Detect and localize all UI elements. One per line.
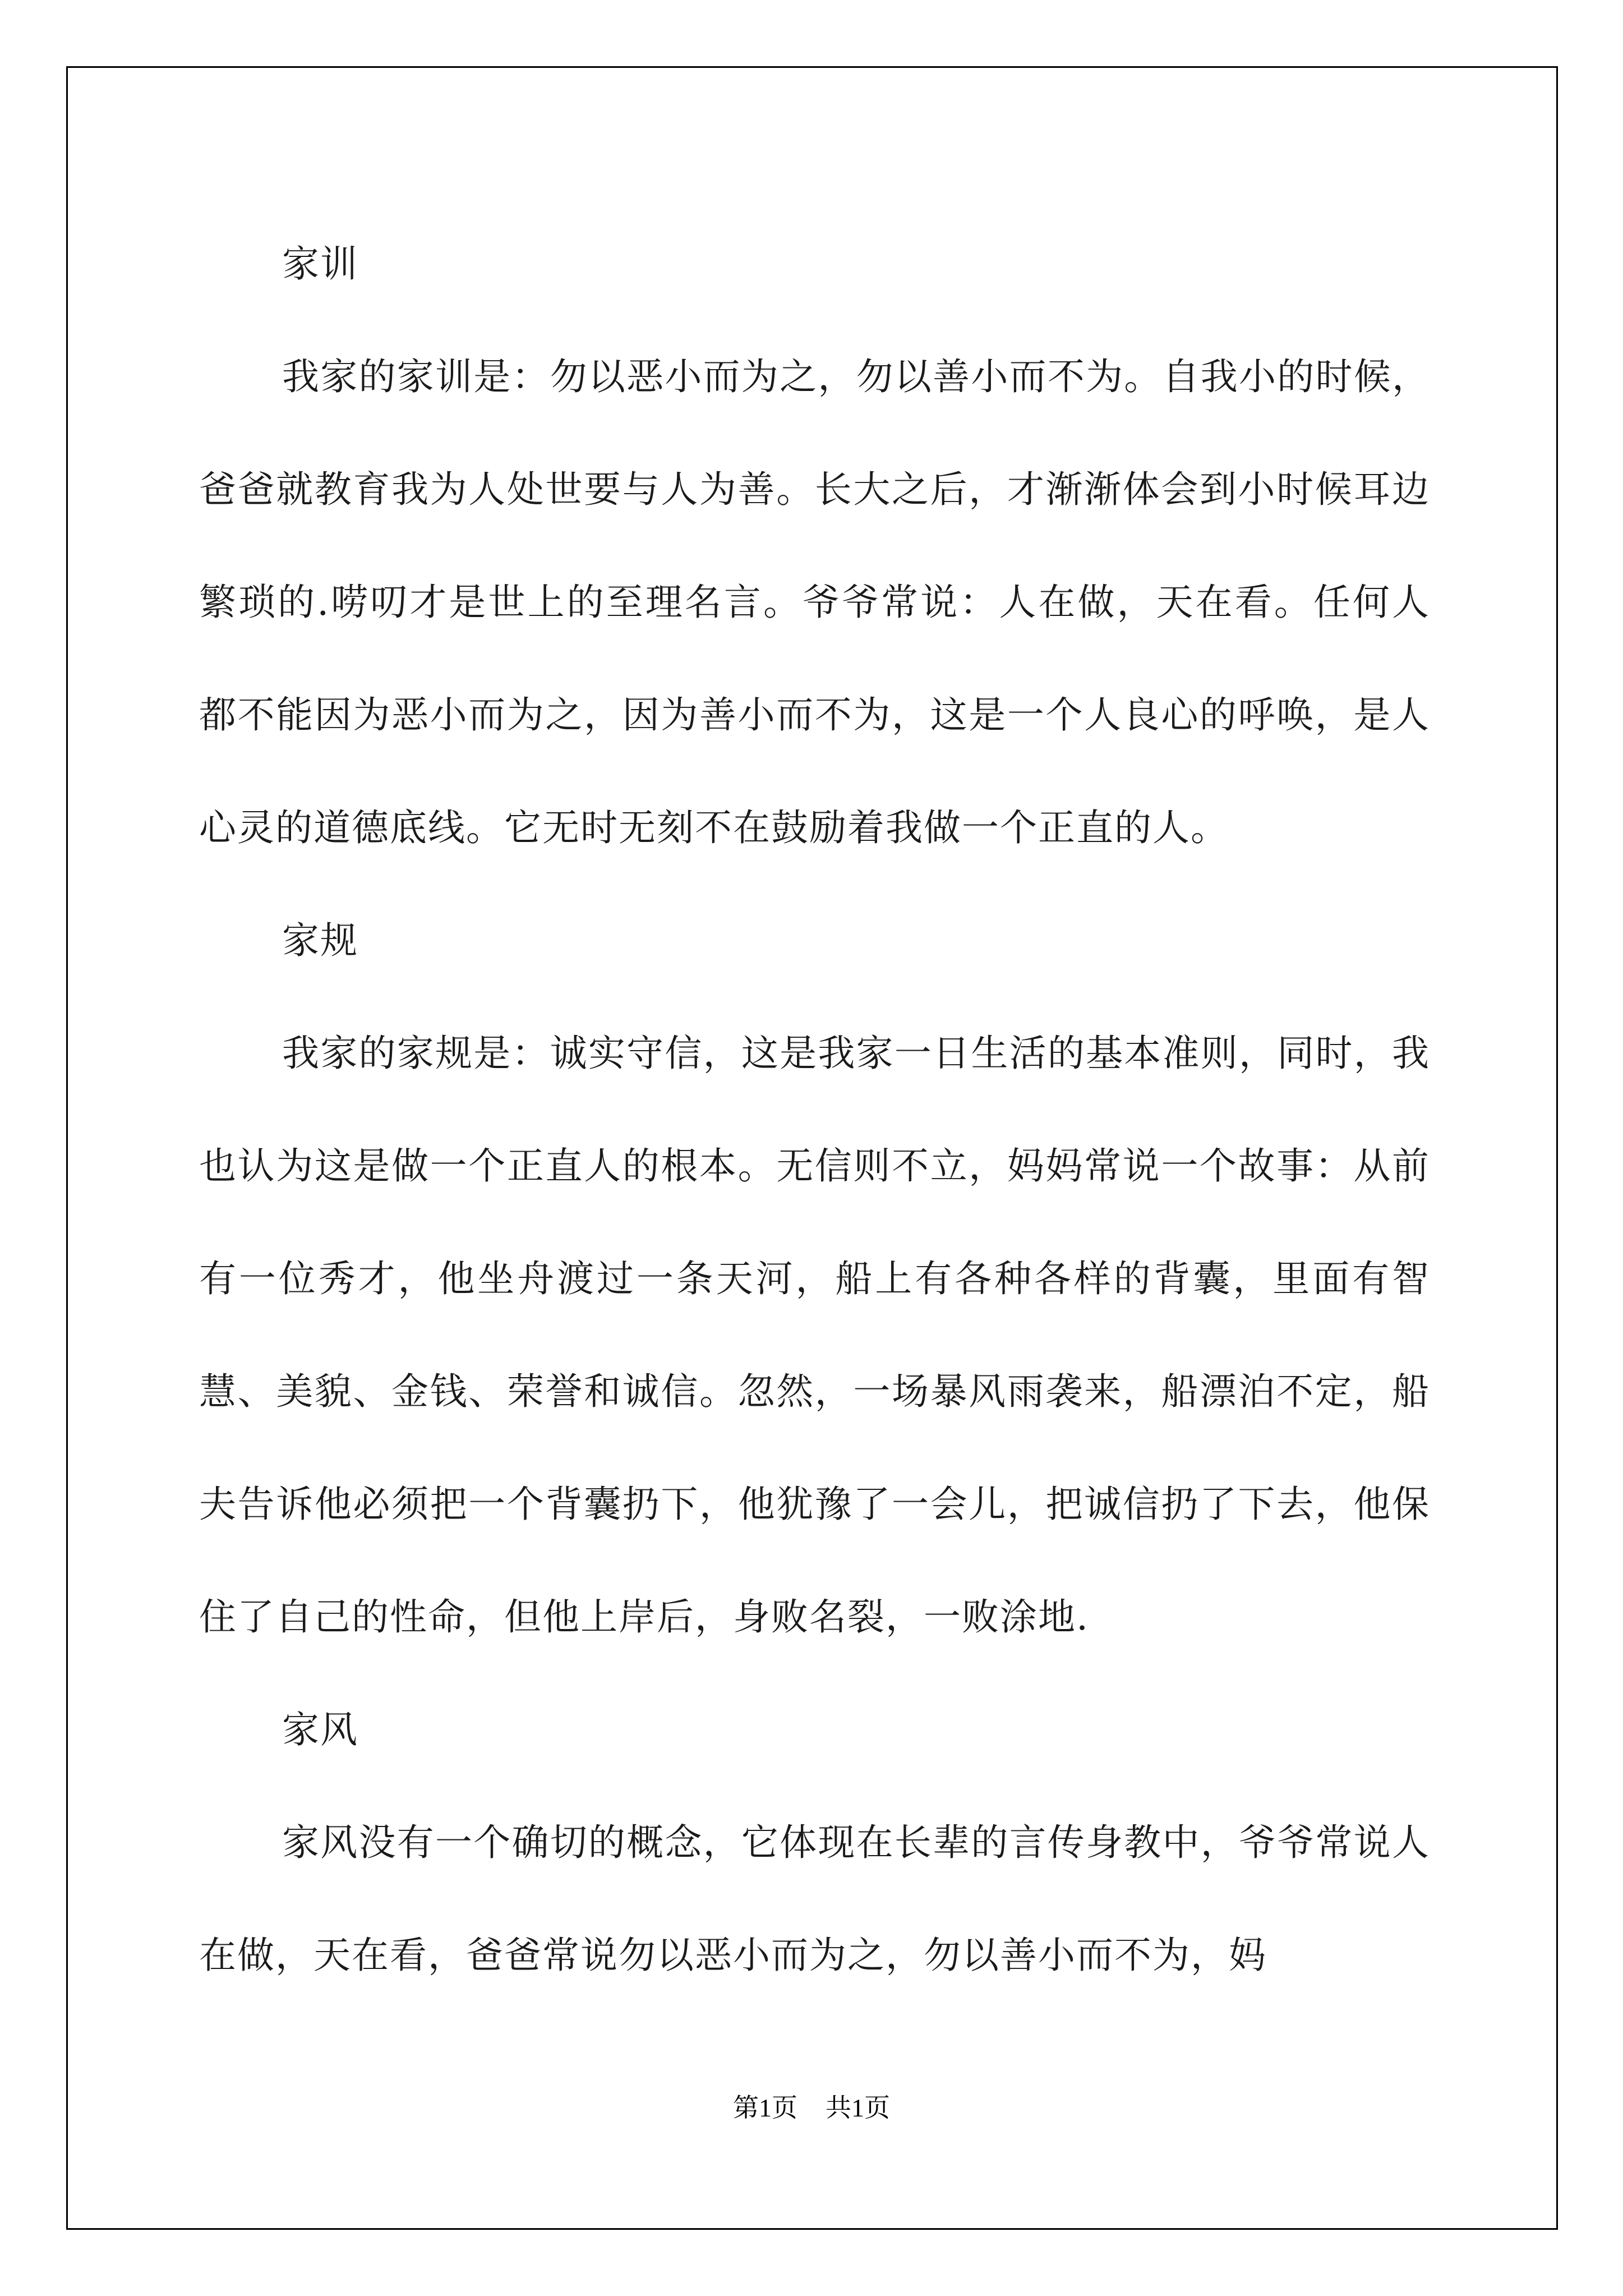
page-number-current: 第1页 <box>733 2093 797 2122</box>
section-heading-jiafeng: 家风 <box>282 1708 358 1751</box>
page-number-total: 共1页 <box>826 2093 890 2122</box>
section-heading-jiagui: 家规 <box>282 919 358 962</box>
section-body-jiagui: 我家的家规是：诚实守信，这是我家一日生活的基本准则，同时，我也认为这是做一个正直人的根本。无信则不立，妈妈常说一个故事：从前有一位秀才，他坐舟渡过一条天河，船上有各种各样的背囊，里面有智慧、美貌、金钱、荣誉和诚信。忽然，一场暴风雨袭来，船漂泊不定，船夫告诉他必须把一个背囊扔下，他犹豫了一会儿，把诚信扔了下去，他保住了自己的性命，但他上岸后，身败名裂，一败涂地. <box>199 1032 1430 1639</box>
section-body-jiaxun: 我家的家训是：勿以恶小而为之，勿以善小而不为。自我小的时候，爸爸就教育我为人处世要与人为善。长大之后，才渐渐体会到小时候耳边繁琐的.唠叨才是世上的至理名言。爷爷常说：人在做，天在看。任何人都不能因为恶小而为之，因为善小而不为，这是一个人良心的呼唤，是人心灵的道德底线。它无时无刻不在鼓励着我做一个正直的人。 <box>199 355 1430 849</box>
document-body <box>199 208 1430 2012</box>
page-footer <box>0 2091 1623 2125</box>
section-heading-jiaxun: 家训 <box>282 242 358 286</box>
section-body-jiafeng: 家风没有一个确切的概念，它体现在长辈的言传身教中，爷爷常说人在做，天在看，爸爸常说勿以恶小而为之，勿以善小而不为，妈 <box>199 1821 1430 1977</box>
